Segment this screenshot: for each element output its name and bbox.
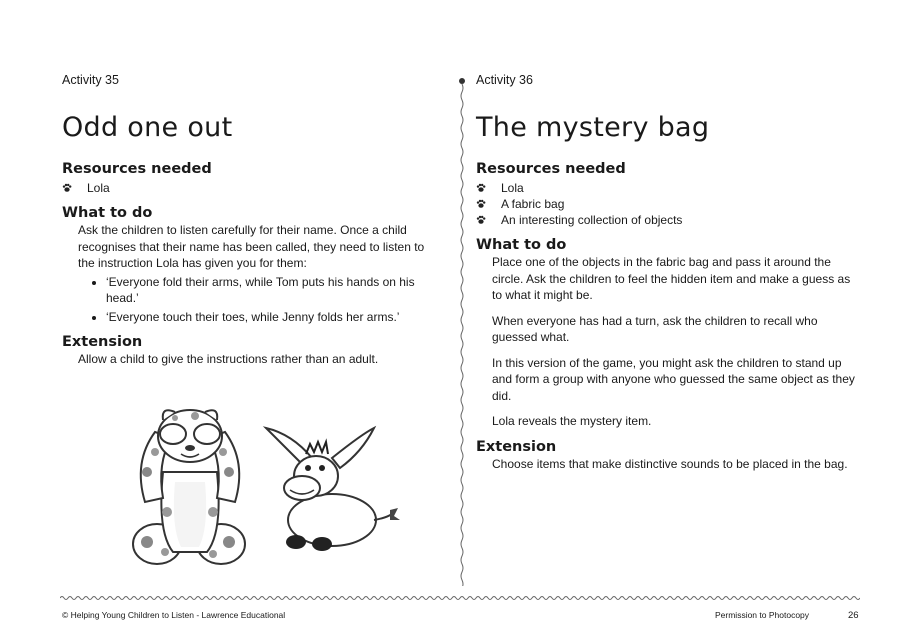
list-item: • ‘Everyone fold their arms, while Tom puts his hands on his head.’ [106, 274, 444, 307]
column-divider [459, 78, 465, 586]
resource-text: Lola [501, 181, 524, 195]
extension-heading: Extension [476, 438, 557, 455]
activity-35-column [62, 72, 444, 368]
resources-list [476, 180, 861, 228]
donkey-illustration [262, 424, 402, 554]
paw-print-icon [476, 199, 486, 209]
leopard-illustration [125, 402, 255, 570]
what-to-do-section [62, 204, 444, 325]
list-item [476, 196, 861, 212]
paw-print-icon [476, 183, 486, 193]
activity-number: Activity 35 [62, 73, 119, 87]
what-to-do-section [476, 236, 861, 430]
resources-list [62, 180, 444, 196]
instructions-paragraph: Place one of the objects in the fabric bag and pass it around the circle. Ask the children to feel the hidden item and make a guess as to what it might be. [492, 255, 851, 302]
footer-copyright: © Helping Young Children to Listen - Lawrence Educational [62, 610, 286, 620]
resource-text: A fabric bag [501, 197, 565, 211]
resource-text: Lola [87, 181, 110, 195]
footer-divider [60, 594, 860, 602]
instructions-paragraph: Lola reveals the mystery item. [492, 414, 652, 428]
activity-36-column [476, 72, 861, 472]
activity-title: The mystery bag [476, 112, 710, 143]
paw-print-icon [62, 183, 72, 193]
activity-number: Activity 36 [476, 73, 533, 87]
activity-title: Odd one out [62, 112, 233, 143]
footer-permission: Permission to Photocopy [715, 610, 810, 620]
what-to-do-heading: What to do [62, 205, 153, 221]
paw-print-icon [476, 215, 486, 225]
instructions-paragraph: In this version of the game, you might ask the children to stand up and form a group with anyone who guessed the same object as they did. [492, 355, 855, 403]
extension-paragraph: Allow a child to give the instructions rather than an adult. [78, 352, 379, 366]
resources-heading: Resources needed [62, 161, 212, 177]
resource-text: An interesting collection of objects [501, 213, 683, 227]
instruction-examples [62, 274, 444, 326]
list-item: • ‘Everyone touch their toes, while Jenny folds her arms.’ [106, 309, 444, 326]
extension-heading: Extension [62, 334, 143, 350]
list-item [476, 212, 861, 228]
extension-paragraph: Choose items that make distinctive sounds to be placed in the bag. [492, 456, 848, 471]
instructions-paragraph: When everyone has had a turn, ask the children to recall who guessed what. [492, 313, 818, 344]
list-item [476, 180, 861, 196]
extension-section [62, 333, 444, 368]
list-item [62, 180, 444, 196]
what-to-do-heading: What to do [476, 237, 567, 253]
page-number: 26 [848, 610, 859, 621]
instructions-paragraph: Ask the children to listen carefully for their name. Once a child recognises that their name has been called, they need to listen to the instruction Lola has given you for them: [78, 223, 425, 270]
extension-section [476, 438, 861, 473]
resources-heading: Resources needed [476, 161, 626, 177]
